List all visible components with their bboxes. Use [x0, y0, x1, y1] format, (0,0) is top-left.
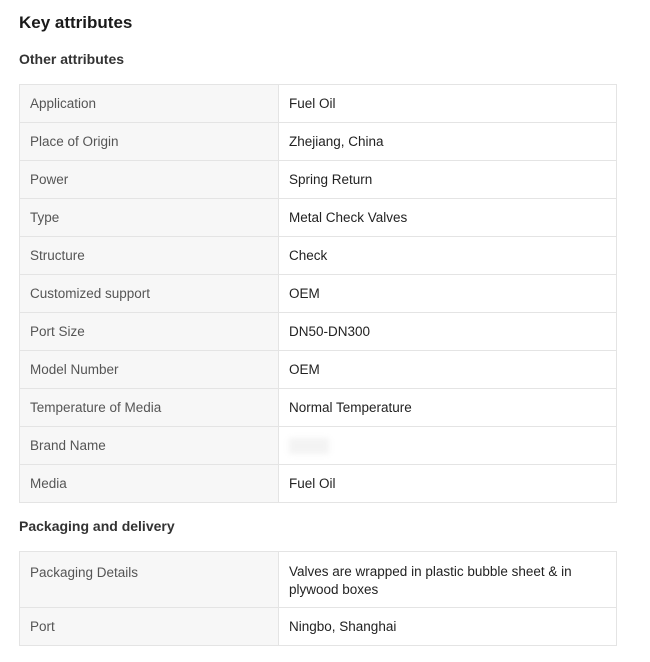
table-row: [20, 427, 617, 465]
attribute-key: Packaging Details: [20, 552, 279, 608]
table-row: [20, 161, 617, 199]
attribute-value: Zhejiang, China: [279, 123, 617, 161]
attribute-value: Ningbo, Shanghai: [279, 608, 617, 646]
table-row: [20, 552, 617, 608]
table-row: [20, 465, 617, 503]
page-title: Key attributes: [19, 13, 133, 32]
attribute-key: Power: [20, 161, 279, 199]
attribute-key: Port: [20, 608, 279, 646]
attribute-key: Temperature of Media: [20, 389, 279, 427]
table-row: [20, 275, 617, 313]
attribute-value: Spring Return: [279, 161, 617, 199]
section-title-packaging: Packaging and delivery: [19, 518, 175, 534]
attribute-key: Customized support: [20, 275, 279, 313]
attribute-value: Normal Temperature: [279, 389, 617, 427]
attribute-key: Type: [20, 199, 279, 237]
attribute-value: Fuel Oil: [279, 465, 617, 503]
table-row: [20, 123, 617, 161]
attribute-value-redacted: [279, 427, 617, 465]
attribute-value: Fuel Oil: [279, 85, 617, 123]
section-title-other-attributes: Other attributes: [19, 51, 125, 67]
attribute-key: Application: [20, 85, 279, 123]
table-row: [20, 608, 617, 646]
attribute-value: Metal Check Valves: [279, 199, 617, 237]
attribute-key: Port Size: [20, 313, 279, 351]
table-row: [20, 351, 617, 389]
attribute-key: Model Number: [20, 351, 279, 389]
attribute-value: OEM: [279, 351, 617, 389]
table-row: [20, 313, 617, 351]
packaging-table: [19, 551, 617, 646]
attribute-value: Valves are wrapped in plastic bubble sheet & in plywood boxes: [279, 552, 617, 608]
table-row: [20, 199, 617, 237]
attribute-value: DN50-DN300: [279, 313, 617, 351]
attribute-key: Place of Origin: [20, 123, 279, 161]
attribute-key: Structure: [20, 237, 279, 275]
table-row: [20, 237, 617, 275]
redacted-brand-name: [289, 438, 329, 454]
attribute-value: Check: [279, 237, 617, 275]
attribute-value: OEM: [279, 275, 617, 313]
attribute-key: Media: [20, 465, 279, 503]
other-attributes-table: [19, 84, 617, 503]
attribute-key: Brand Name: [20, 427, 279, 465]
table-row: [20, 389, 617, 427]
table-row: [20, 85, 617, 123]
